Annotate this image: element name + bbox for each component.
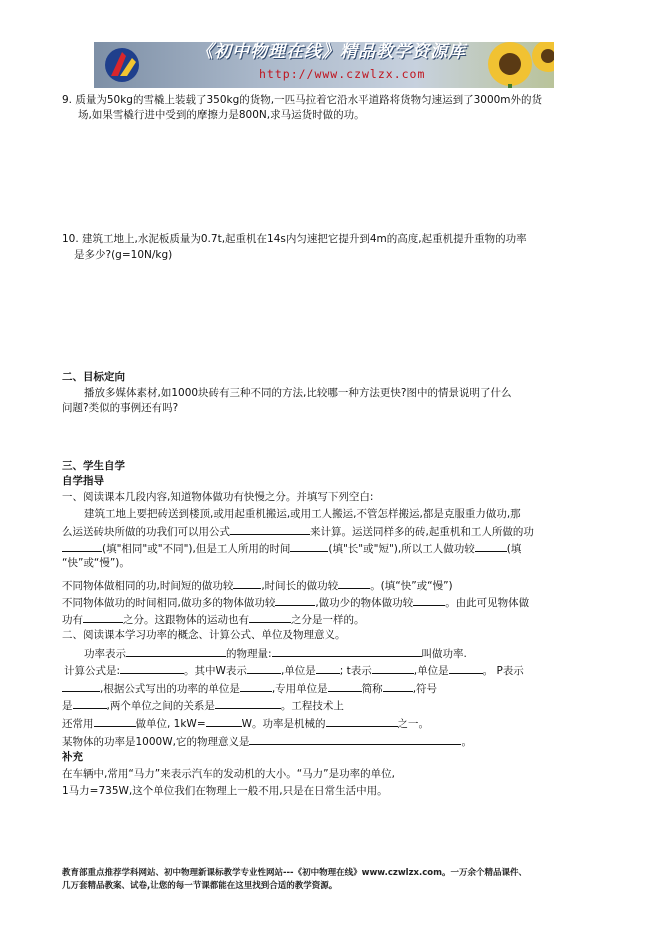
- p2-text-b: ,时间长的做功较: [261, 580, 339, 592]
- l5-text-a: 还常用: [62, 718, 94, 730]
- less-work-blank[interactable]: [413, 594, 445, 606]
- l3-text-b: ,专用单位是: [271, 683, 328, 695]
- supplement-heading: 补充: [62, 751, 83, 763]
- part1-line3-text-b: (填"长"或"短"),所以工人做功较: [328, 543, 475, 555]
- l2-text-e: ,单位是: [413, 665, 449, 677]
- part1-line2: [62, 523, 534, 540]
- formula-blank[interactable]: [230, 523, 310, 535]
- p3-text-b: ,做功少的物体做功较: [315, 597, 414, 609]
- section2-line2: 问题?类似的事例还有吗?: [62, 402, 179, 414]
- part2-line4: [62, 697, 344, 714]
- formula-input-blank[interactable]: [120, 662, 184, 674]
- q9-line2: 场,如果雪橇行进中受到的摩擦力是800N,求马运货时做的功。: [78, 109, 365, 121]
- l4-text-c: 。工程技术上: [280, 700, 344, 712]
- engineering-unit-blank[interactable]: [94, 715, 136, 727]
- part1-line5: [62, 577, 453, 594]
- part1-line3-text-a: (填"相同"或"不同"),但是工人所用的时间: [102, 543, 291, 555]
- part2-line3: [62, 680, 437, 697]
- l5-text-b: 做单位, 1kW=: [135, 718, 206, 730]
- l3-text-d: ,符号: [412, 683, 438, 695]
- w-unit-blank[interactable]: [316, 662, 340, 674]
- t-unit-blank[interactable]: [449, 662, 483, 674]
- l4-text-a: 是: [62, 700, 73, 712]
- machine-indicator-blank[interactable]: [326, 715, 398, 727]
- part2-line2: [64, 662, 524, 679]
- l5-text-c: W。功率是机械的: [241, 718, 326, 730]
- p3-text-a: 不同物体做功的时间相同,做功多的物体做功较: [62, 597, 276, 609]
- part1-line7: [62, 611, 365, 628]
- l3-text-c: 简称: [361, 683, 383, 695]
- supplement-line1: 在车辆中,常用“马力”来表示汽车的发动机的大小。“马力”是功率的单位,: [62, 768, 395, 780]
- l1-text-b: 的物理量:: [226, 648, 272, 660]
- l2-text-f: 。 P表示: [482, 665, 524, 677]
- l3-text-a: ,根据公式写出的功率的单位是: [100, 683, 240, 695]
- p4-text-a: 功有: [62, 614, 83, 626]
- part1-title: 一、阅读课本几段内容,知道物体做功有快慢之分。并填写下列空白:: [62, 491, 374, 503]
- part1-line2-text-b: 来计算。运送同样多的砖,起重机和工人所做的功: [310, 526, 534, 538]
- part1-line2-text-a: 么运送砖块所做的功我们可以用公式: [62, 526, 230, 538]
- section3-subheading: 自学指导: [62, 475, 104, 487]
- footer-line2: 几万套精品教案、试卷,让您的每一节课都能在这里找到合适的教学资源。: [62, 881, 338, 891]
- section3-heading: 三、学生自学: [62, 460, 125, 472]
- kw-conversion-blank[interactable]: [206, 715, 242, 727]
- q10-line2: 是多少?(g=10N/kg): [74, 249, 173, 261]
- l6-text-b: 。: [461, 736, 472, 748]
- p3-text-c: 。由此可见物体做: [445, 597, 530, 609]
- p-meaning-blank[interactable]: [62, 680, 100, 692]
- l4-text-b: ,两个单位之间的关系是: [106, 700, 215, 712]
- speed-distinction-blank[interactable]: [83, 611, 123, 623]
- derived-unit-blank[interactable]: [240, 680, 272, 692]
- more-work-blank[interactable]: [275, 594, 315, 606]
- power-meaning-blank[interactable]: [126, 645, 226, 657]
- l5-text-d: 之一。: [397, 718, 430, 730]
- l2-text-d: ; t表示: [339, 665, 372, 677]
- p4-text-c: 之分是一样的。: [291, 614, 365, 626]
- part1-line1: 建筑工地上要把砖送到楼顶,或用起重机搬运,或用工人搬运,不管怎样搬运,都是克服重力做功,那: [84, 508, 521, 520]
- power-definition-blank[interactable]: [272, 645, 422, 657]
- physical-meaning-blank[interactable]: [249, 733, 461, 745]
- short-name-blank[interactable]: [383, 680, 413, 692]
- worker-speed-blank[interactable]: [475, 540, 507, 552]
- w-meaning-blank[interactable]: [247, 662, 281, 674]
- part1-line3: [62, 540, 521, 557]
- site-logo-icon: [102, 46, 144, 84]
- part2-title: 二、阅读课本学习功率的概念、计算公式、单位及物理意义。: [62, 629, 346, 641]
- p2-text-c: 。(填“快”或“慢”): [370, 580, 453, 592]
- part2-line1: [84, 645, 467, 662]
- banner-url: http://www.czwlzx.com: [259, 67, 426, 81]
- part1-line3-text-c: (填: [506, 543, 522, 555]
- p2-text-a: 不同物体做相同的功,时间短的做功较: [62, 580, 234, 592]
- part1-line4: “快”或“慢”)。: [62, 557, 130, 569]
- part1-line6: [62, 594, 529, 611]
- section2-line1: 播放多媒体素材,如1000块砖有三种不同的方法,比较哪一种方法更快?图中的情景说明了什么: [84, 387, 512, 399]
- special-unit-blank[interactable]: [328, 680, 362, 692]
- symbol-blank[interactable]: [73, 697, 107, 709]
- l2-text-a: 计算公式是:: [64, 665, 121, 677]
- l2-text-b: 。其中W表示: [184, 665, 247, 677]
- part2-line6: [62, 733, 472, 750]
- l1-text-c: 叫做功率.: [421, 648, 467, 660]
- q9-line1: 9. 质量为50kg的雪橇上装载了350kg的货物,一匹马拉着它沿水平道路将货物匀速运到了3000m外的货: [62, 94, 543, 106]
- sunflower-icon: [480, 42, 554, 88]
- time-blank[interactable]: [290, 540, 328, 552]
- banner-title: 《初中物理在线》精品教学资源库: [196, 42, 466, 62]
- l6-text-a: 某物体的功率是1000W,它的物理意义是: [62, 736, 250, 748]
- footer-line1: 教育部重点推荐学科网站、初中物理新课标教学专业性网站---《初中物理在线》www.czwlzx.com。一万余个精品课件、: [62, 868, 527, 878]
- section2-heading: 二、目标定向: [62, 371, 125, 383]
- long-time-blank[interactable]: [338, 577, 370, 589]
- l2-text-c: ,单位是: [280, 665, 316, 677]
- same-work-blank[interactable]: [62, 540, 102, 552]
- unit-relation-blank[interactable]: [215, 697, 281, 709]
- part2-line5: [62, 715, 429, 732]
- short-time-blank[interactable]: [233, 577, 261, 589]
- motion-distinction-blank[interactable]: [249, 611, 291, 623]
- t-meaning-blank[interactable]: [372, 662, 414, 674]
- l1-text-a: 功率表示: [84, 648, 126, 660]
- p4-text-b: 之分。这跟物体的运动也有: [123, 614, 249, 626]
- header-banner: [94, 42, 554, 88]
- supplement-line2: 1马力=735W,这个单位我们在物理上一般不用,只是在日常生活中用。: [62, 785, 388, 797]
- q10-line1: 10. 建筑工地上,水泥板质量为0.7t,起重机在14s内匀速把它提升到4m的高度,起重机提升重物的功率: [62, 233, 527, 245]
